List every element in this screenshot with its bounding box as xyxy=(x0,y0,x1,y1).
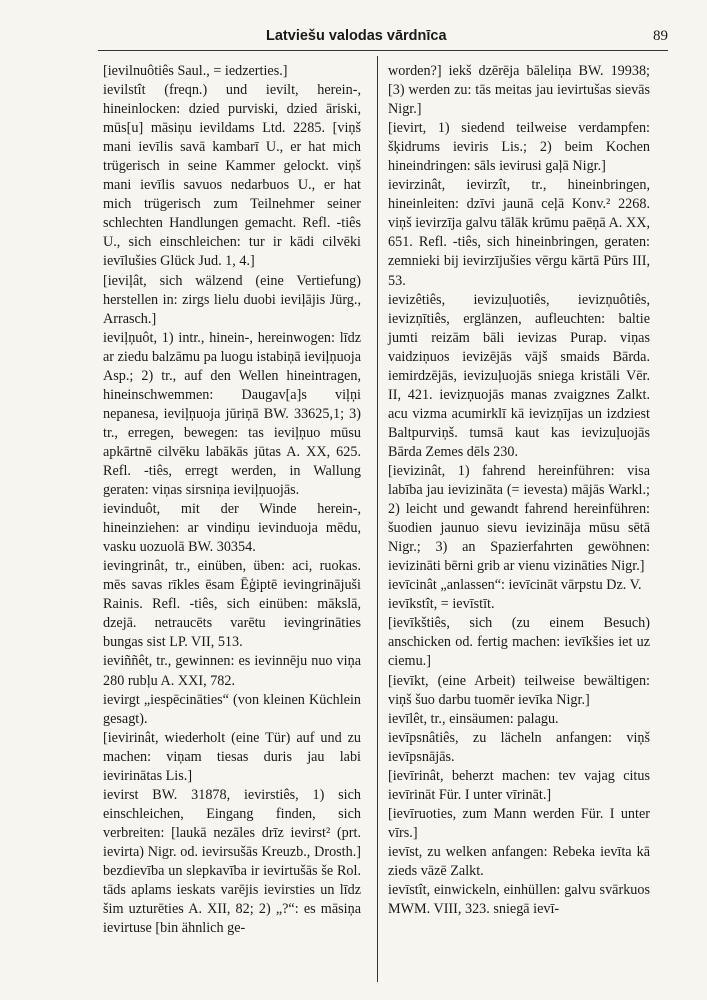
dictionary-entry: ievizêtiês, ievizuļuotiês, ievizņuôtiês, ievizņītiês, erglänzen, aufleuchten: baltie jumti reizām bāli ievizas Purap. viņas vaidziņuos ievizējās vājš smaids Bārda. iemirdzējās, ievizuļuojās sniega kristāli Vēr. II, 421. ievizņuojās manas zvaigznes Zalkt. acu vizma acumirklī kā ievizņījas un izdziest Baltpurviņš. tumsā kaut kas ievizuļuojās Bārda Zemes dēls 230. xyxy=(388,291,650,460)
dictionary-entry: ievinduôt, mit der Winde herein-, hineinziehen: ar vindiņu ievinduoja mēdu, vasku uozuolā BW. 30354. xyxy=(103,501,361,556)
dictionary-entry: ievīkstît, = ievīstīt. xyxy=(388,596,495,613)
dictionary-entry: [ievīkt, (eine Arbeit) teilweise bewältigen: viņš šuo darbu tuomēr ievīka Nigr.] xyxy=(388,672,650,708)
page-title: Latviešu valodas vārdnīca xyxy=(266,28,447,44)
dictionary-entry: ievīst, zu welken anfangen: Rebeka ievīta kā zieds vāzē Zalkt. xyxy=(388,843,650,879)
dictionary-entry: ievilstît (freqn.) und ievilt, herein-, hineinlocken: dzied purviski, dzied āriski, mūs[u] māsiņu ievildams Ltd. 2285. [viņš mani ievīlis savā kambarī U., er hat mich trügerisch in seine Kammer gelockt. viņš mani ievīlis savuos nedarbuos U., er hat mich trügerisch zum Teilnehmer seiner schlechten Handlungen gemacht. Refl. -tiês U., sich einschleichen: tur ir kādi cilvēki ievīlušies Glück Jud. 1, 4.] xyxy=(103,82,361,270)
right-column xyxy=(388,62,650,919)
dictionary-entry: ievirst BW. 31878, ievirstiês, 1) sich einschleichen, Eingang finden, sich verbreiten: [laukā nezāles drīz ievirst² (prt. ievirta) Nigr. od. ievirsušās Kreuzb., Drosth.] bezdievība un slepkavība ir ievirtušās še Rol. tāds aplams ieskats varējis ievirsties un līdz šim uzturēties A. XII, 82; 2) „?“: es māsiņa ievirtuse [bin ähnlich ge- xyxy=(103,786,361,937)
dictionary-entry: [ievizinât, 1) fahrend hereinführen: visa labība jau ievizināta (= ievesta) mājās Warkl.; 2) leicht und gewandt fahrend hereinführen: šuodien jaunuo sievu ievizināja mūsu sētā Nigr.; 3) an Spazierfahrten gewöhnen: ievizināti bērni grib ar vienu vizināties Nigr.] xyxy=(388,462,650,575)
dictionary-entry: worden?] iekš dzērēja bāleliņa BW. 19938; [3) werden zu: tās meitas jau ievirtušas sievās Nigr.] xyxy=(388,63,650,118)
dictionary-entry: [ievīruoties, zum Mann werden Für. I unter vīrs.] xyxy=(388,805,650,841)
left-column xyxy=(103,62,361,938)
dictionary-entry: ievīcinât „anlassen“: ievīcināt vārpstu Dz. V. xyxy=(388,577,642,594)
column-divider xyxy=(377,56,378,982)
dictionary-entry: ievirzinât, ievirzît, tr., hineinbringen, hineinleiten: dzīvi jaunā ceļā Konv.² 2268. viņš ievirzīja galvu tālāk krūmu paēņā A. XX, 651. Refl. -tiês, sich hineinbringen, geraten: zemnieki bij ievirzījušies vērgu kārtā Pūrs III, 53. xyxy=(388,177,650,289)
dictionary-entry: ievīpsnâtiês, zu lächeln anfangen: viņš ievīpsnājās. xyxy=(388,729,650,765)
dictionary-entry: [ievīrinât, beherzt machen: tev vajag citus ievīrināt Für. I unter vīrināt.] xyxy=(388,767,650,803)
header-rule xyxy=(98,50,668,51)
page-number: 89 xyxy=(653,28,668,44)
dictionary-entry: [ieviļât, sich wälzend (eine Vertiefung) herstellen in: zirgs lielu duobi ieviļājis Jürg., Arrasch.] xyxy=(103,272,361,327)
dictionary-entry: [ievīkštiês, sich (zu einem Besuch) anschicken od. fertig machen: ievīkšies iet uz ciemu.] xyxy=(388,615,650,670)
dictionary-entry: ieviļņuôt, 1) intr., hinein-, hereinwogen: līdz ar ziedu balzāmu pa luogu istabiņā ieviļņuoja Asp.; 2) tr., auf den Wellen hineintragen, hineinschwemmen: Daugav[a]s viļņi nepanesa, ieviļņuoja jūriņā BW. 33625,1; 3) tr., erregen, bewegen: tas ieviļņuo mūsu apkārtnē cilvēku labākās jūtas A. XX, 625. Refl. -tiês, erregt werden, in Wallung geraten: viņas sirsniņa ieviļņuojās. xyxy=(103,329,361,499)
dictionary-entry: ieviññêt, tr., gewinnen: es ievinnēju nuo viņa 280 rubļu A. XXI, 782. xyxy=(103,653,361,689)
dictionary-entry: [ievilnuôtiês Saul., = iedzerties.] xyxy=(103,63,288,79)
dictionary-entry: ievirgt „iespēcināties“ (von kleinen Küchlein gesagt). xyxy=(103,691,361,727)
dictionary-entry: ievīstît, einwickeln, einhüllen: galvu svārkuos MWM. VIII, 323. sniegā ievī- xyxy=(388,882,650,918)
dictionary-entry: ievīlêt, tr., einsäumen: palagu. xyxy=(388,710,559,727)
dictionary-entry: [ievirt, 1) siedend teilweise verdampfen: šķidrums ieviris Lis.; 2) beim Kochen hineindringen: sāls ievirusi gaļā Nigr.] xyxy=(388,120,650,175)
dictionary-entry: [ievirinât, wiederholt (eine Tür) auf und zu machen: viņam tiesas duris jau labi ievirinātas Lis.] xyxy=(103,729,361,784)
dictionary-entry: ievingrinât, tr., einüben, üben: aci, ruokas. mēs savas rīkles ēsam Ēģiptē ievingrinājuši Rainis. Refl. -tiês, sich einüben: mākslā, dzejā. netraucēts varētu ievingrināties bungas sist LP. VII, 513. xyxy=(103,558,361,651)
